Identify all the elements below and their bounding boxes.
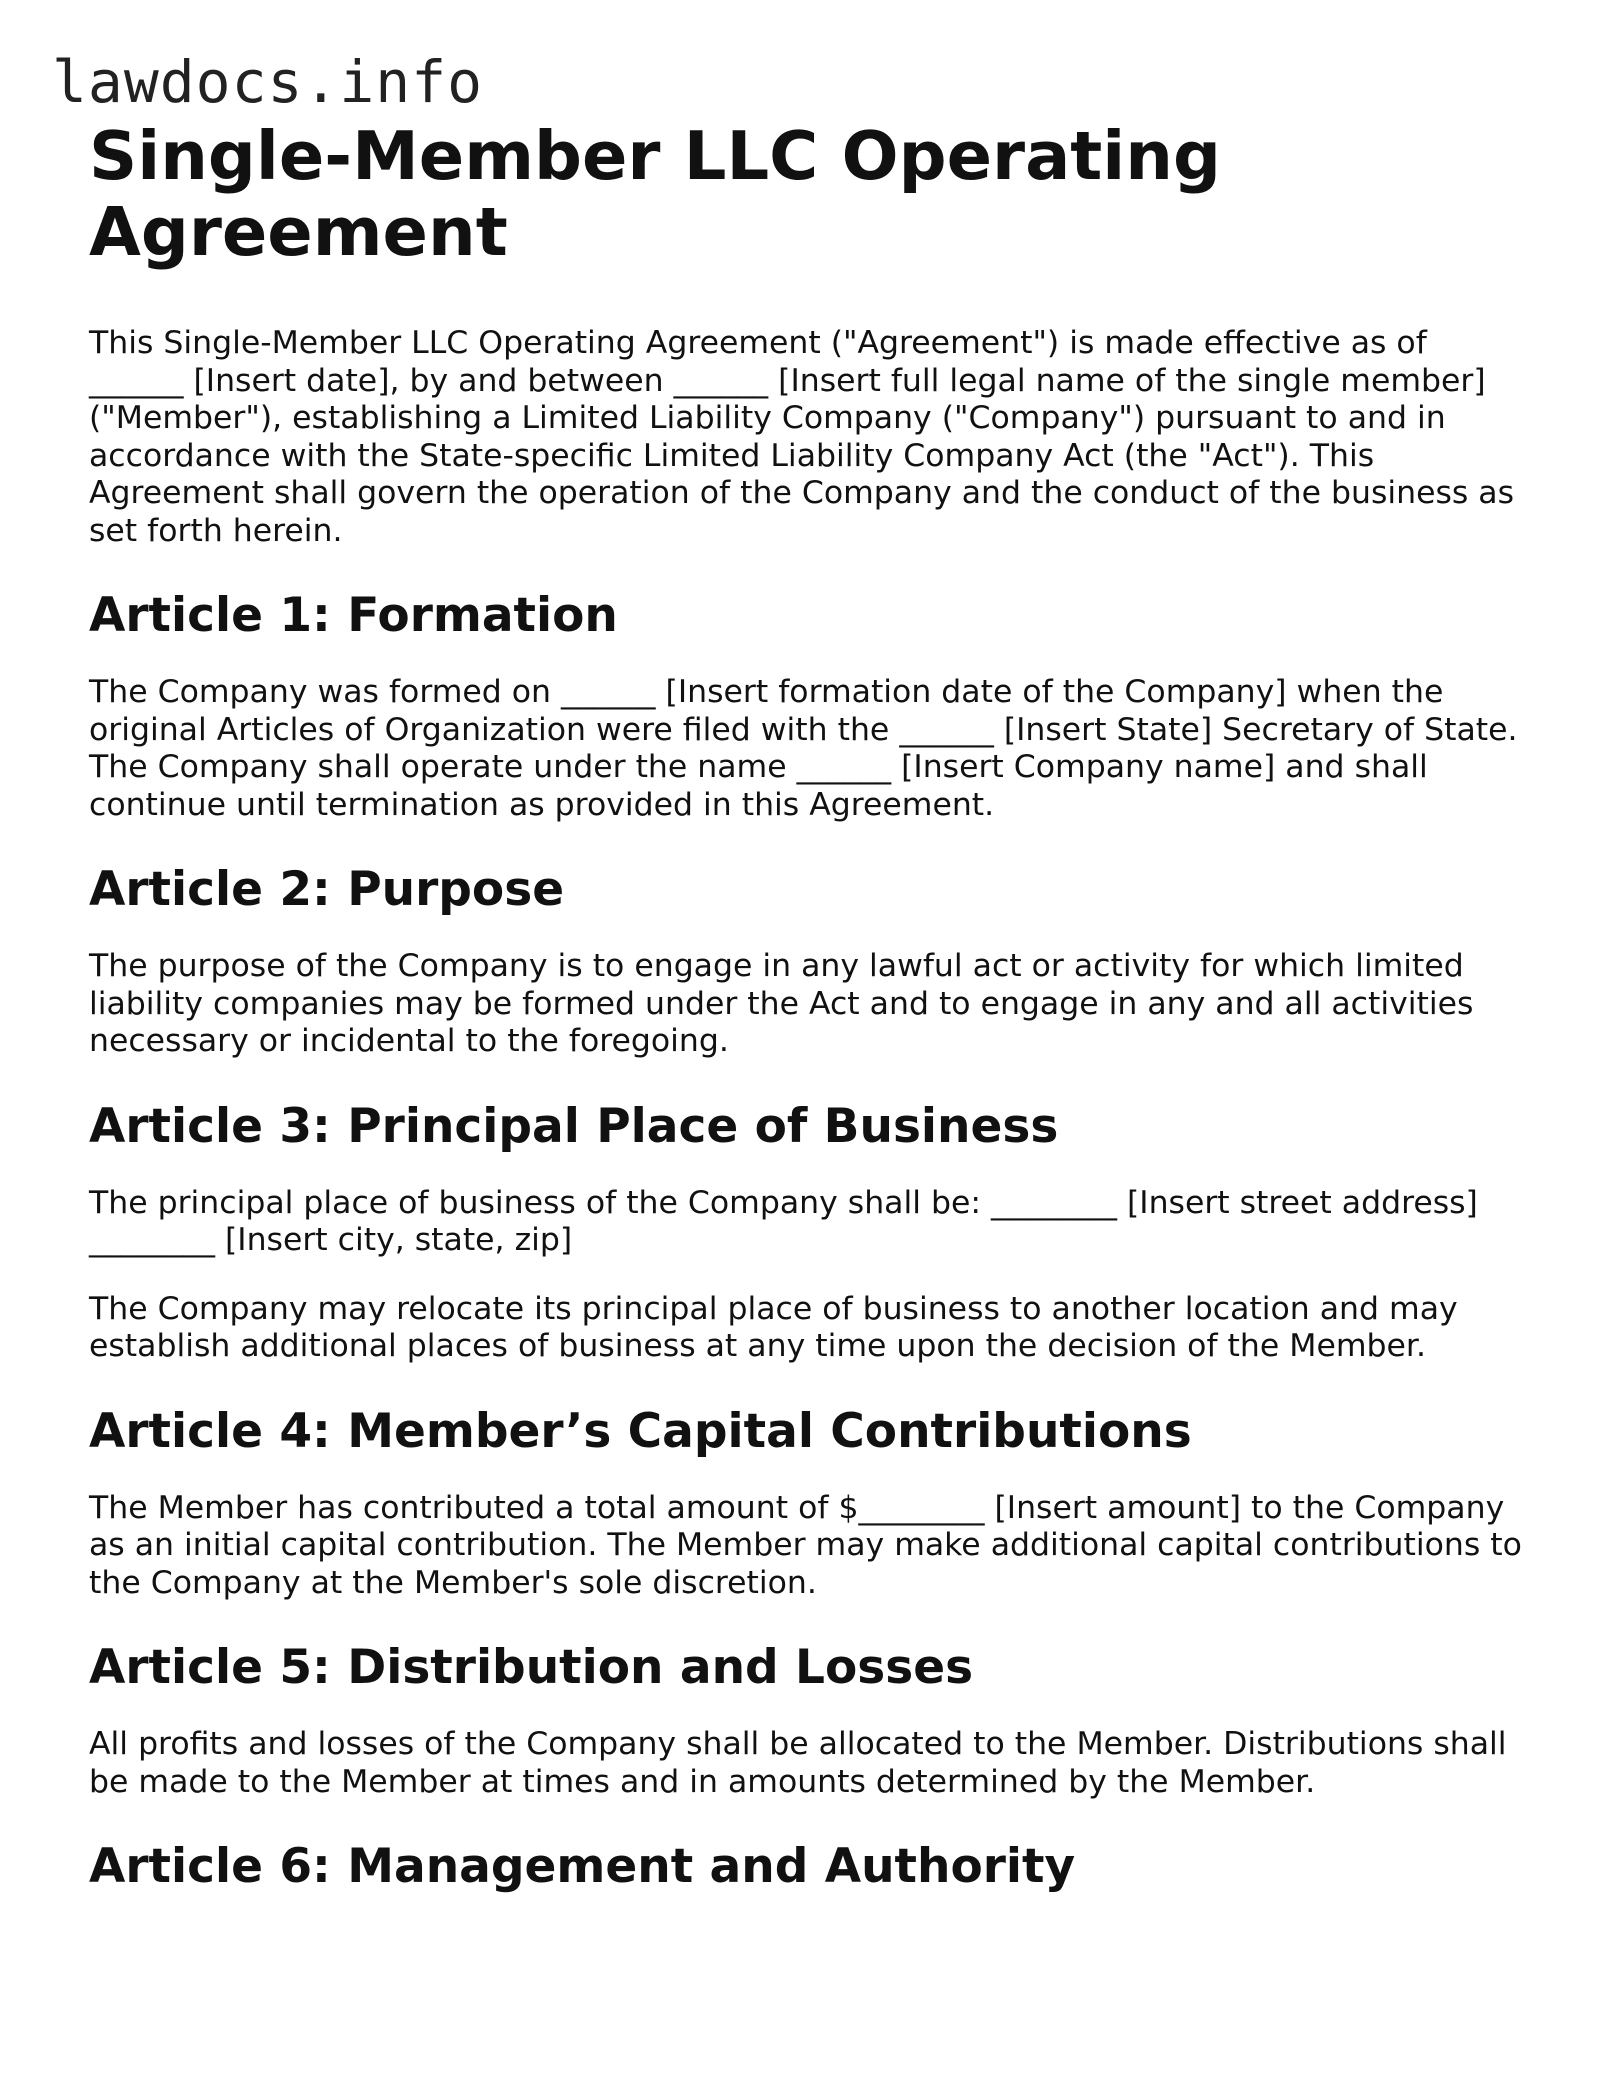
article-heading: Article 1: Formation bbox=[89, 588, 618, 643]
article-1 bbox=[89, 588, 1529, 824]
article-2 bbox=[89, 862, 1529, 1061]
document-body bbox=[89, 118, 1529, 1895]
document-title: Single-Member LLC Operating Agreement bbox=[89, 117, 1221, 271]
intro-paragraph: This Single-Member LLC Operating Agreement ("Agreement") is made effective as of ______ [Insert date], by and between ______ [Insert full legal name of the single member] ("Member"), establishing a Limited Liability Company ("Company") pursuant to and in accordance with the State-specific Limited Liability Company Act (the "Act"). This Agreement shall govern the operation of the Company and the conduct of the business as set forth herein. bbox=[89, 325, 1515, 549]
article-heading: Article 2: Purpose bbox=[89, 862, 565, 917]
article-paragraph: The Company was formed on ______ [Insert formation date of the Company] when the original Articles of Organization were filed with the ______ [Insert State] Secretary of State. The Company shall operate under the name ______ [Insert Company name] and shall continue until termination as provided in this Agreement. bbox=[89, 674, 1518, 823]
article-heading: Article 5: Distribution and Losses bbox=[89, 1640, 974, 1695]
article-paragraph: All profits and losses of the Company shall be allocated to the Member. Distributions shall be made to the Member at times and in amounts determined by the Member. bbox=[89, 1726, 1507, 1800]
article-heading: Article 6: Management and Authority bbox=[89, 1839, 1076, 1894]
article-paragraph: The Company may relocate its principal place of business to another location and may establish additional places of business at any time upon the decision of the Member. bbox=[89, 1290, 1458, 1364]
article-3 bbox=[89, 1099, 1529, 1366]
article-5 bbox=[89, 1640, 1529, 1801]
article-4 bbox=[89, 1404, 1529, 1603]
article-6 bbox=[89, 1839, 1529, 1895]
article-heading: Article 3: Principal Place of Business bbox=[89, 1098, 1059, 1154]
article-paragraph: The Member has contributed a total amount of $________ [Insert amount] to the Company as an initial capital contribution. The Member may make additional capital contributions to the Company at the Member's sole discretion. bbox=[89, 1489, 1522, 1601]
article-heading: Article 4: Member’s Capital Contributions bbox=[89, 1403, 1192, 1459]
article-paragraph: The purpose of the Company is to engage in any lawful act or activity for which limited liability companies may be formed under the Act and to engage in any and all activities necessary or incidental to the foregoing. bbox=[89, 948, 1474, 1059]
article-paragraph: The principal place of business of the Company shall be: ________ [Insert street address] ________ [Insert city, state, zip] bbox=[89, 1184, 1478, 1258]
watermark-logo: lawdocs.info bbox=[52, 48, 484, 116]
